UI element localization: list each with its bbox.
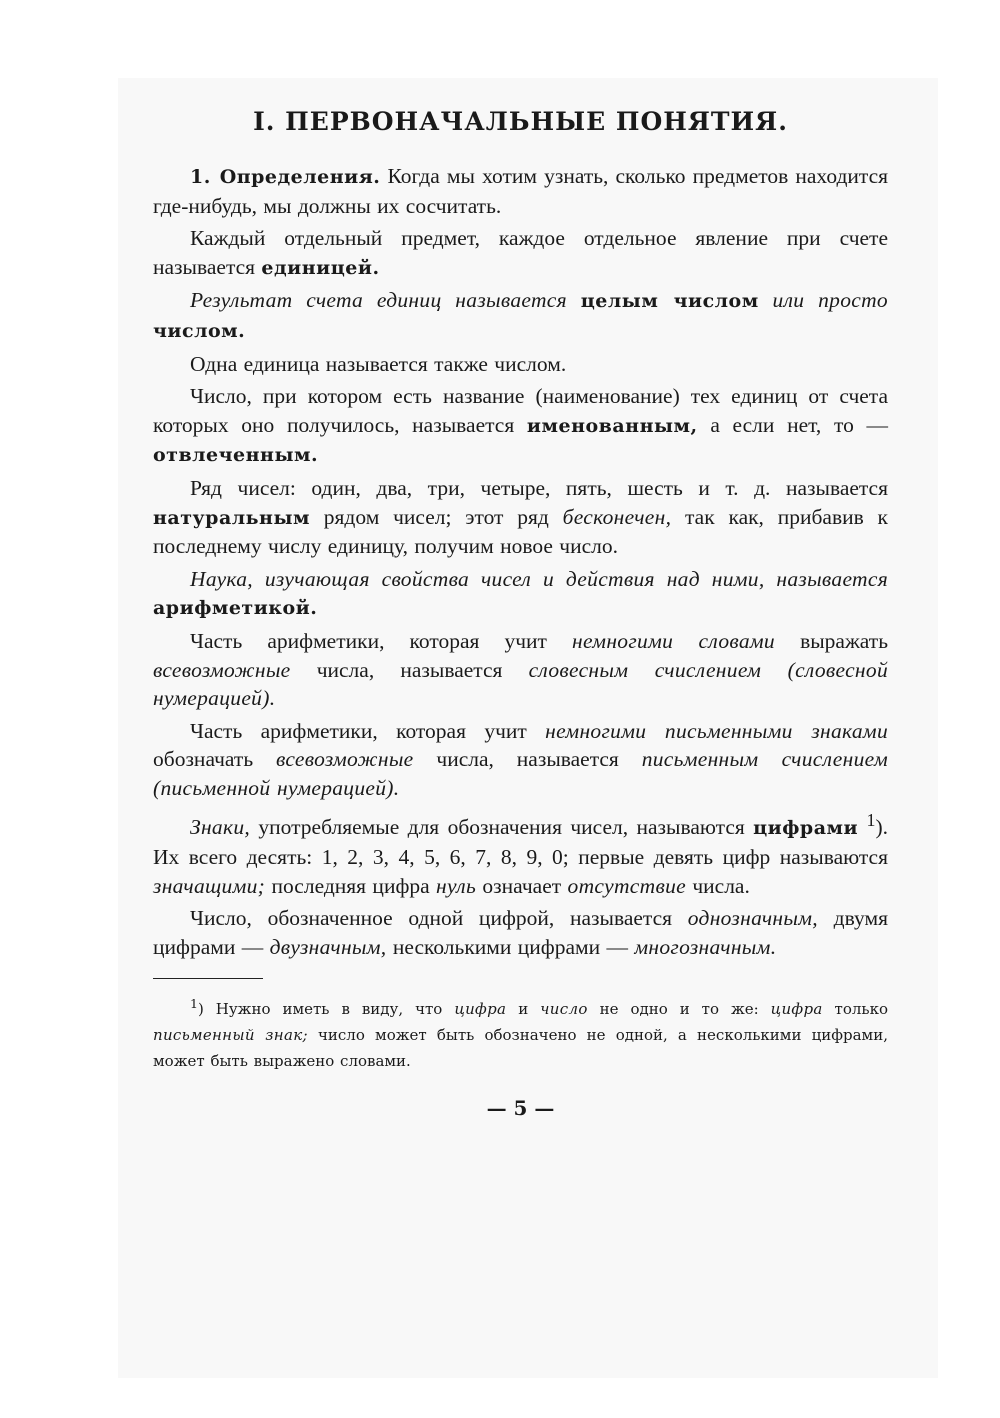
text: ) Нужно иметь в виду, что xyxy=(197,999,455,1018)
footnote-reference: 1 xyxy=(866,810,876,831)
text: числа, называется xyxy=(413,747,642,772)
paragraph-natural-series xyxy=(153,474,888,561)
text: Число, при котором есть название (наименование) тех единиц от счета которых оно получилось, называется xyxy=(153,384,888,437)
text: и xyxy=(506,999,541,1018)
text: Часть арифметики, которая учит xyxy=(190,628,573,653)
text-italic: цифра xyxy=(454,999,507,1018)
term-number: числом. xyxy=(153,319,246,342)
text: последняя цифра xyxy=(265,873,437,898)
text: Число, обозначенное одной цифрой, называется xyxy=(190,906,688,931)
text-italic: всевозможные xyxy=(276,747,414,772)
text: несколькими цифрами — xyxy=(386,935,635,959)
text: Одна единица называется также числом. xyxy=(190,351,567,376)
page-number: — 5 — xyxy=(486,1095,555,1120)
section-heading: 1. Определения. xyxy=(190,166,381,188)
page-content xyxy=(153,104,888,1122)
text-italic: немногими словами xyxy=(572,628,775,653)
text: так как, прибавив к последнему числу единицу, получим новое число. xyxy=(153,504,888,559)
text: означает xyxy=(476,873,568,898)
text-italic: письменный знак; xyxy=(153,1025,308,1044)
paragraph-written-numeration xyxy=(153,717,888,803)
text-italic: многозначным. xyxy=(634,935,777,959)
term-named: именованным, xyxy=(526,414,698,437)
text: употребляемые для обозначения чисел, называются xyxy=(250,815,754,840)
paragraph-named-number xyxy=(153,382,888,470)
text-italic: бесконечен, xyxy=(562,504,672,529)
text: двумя цифрами — xyxy=(153,906,888,959)
text: не одно и то же: xyxy=(587,999,771,1018)
text: обозначать xyxy=(153,747,276,772)
text-italic: Знаки, xyxy=(190,815,251,840)
term-abstract: отвлеченным. xyxy=(153,444,319,467)
text: Каждый отдельный предмет, каждое отдельное явление при счете называется xyxy=(153,226,888,279)
term-arithmetic: арифметикой. xyxy=(153,597,318,620)
text-italic: цифра xyxy=(770,999,823,1018)
paragraph-unit xyxy=(153,224,888,282)
text-italic: число xyxy=(540,999,588,1018)
text-italic: нуль xyxy=(436,873,477,898)
text-italic: письменным счислением (письменной нумерацией). xyxy=(153,747,888,800)
text: только xyxy=(822,999,888,1018)
text-italic: двузначным, xyxy=(269,935,387,959)
paragraph-verbal-numeration xyxy=(153,627,888,713)
text: Когда мы хотим узнать, сколько предметов находится где-нибудь, мы должны их сосчитать. xyxy=(153,164,889,218)
term-unit: единицей. xyxy=(261,256,380,279)
text: а если нет, то — xyxy=(697,412,889,437)
term-natural: натуральным xyxy=(153,506,310,529)
footnote-divider xyxy=(153,978,263,979)
text: числа, называется xyxy=(290,657,529,682)
text-italic: словесным счислением (словесной нумерацией). xyxy=(153,657,888,711)
paragraph-digits xyxy=(153,806,888,900)
text-italic: всевозможные xyxy=(153,657,291,682)
text-italic: значащими; xyxy=(153,873,266,898)
text: рядом чисел; этот ряд xyxy=(310,504,563,529)
text: Часть арифметики, которая учит xyxy=(190,718,546,743)
paragraph-definitions xyxy=(153,162,888,220)
text: число может быть обозначено не одной, а несколькими цифрами, может быть выражено словами. xyxy=(153,1025,888,1070)
text-italic: немногими письменными знаками xyxy=(545,718,889,743)
text-italic: Результат счета единиц называется xyxy=(190,288,581,313)
text-italic: отсутствие xyxy=(567,873,686,898)
text-italic: Наука, изучающая свойства чисел и действия над ними, называется xyxy=(190,566,888,591)
footnote xyxy=(153,991,888,1074)
paragraph-one-unit xyxy=(153,350,888,379)
paragraph-arithmetic xyxy=(153,565,888,623)
paragraph-digit-count xyxy=(153,904,888,961)
text: ). Их всего десять: 1, 2, 3, 4, 5, 6, 7, 8, 9, 0; первые девять цифр называются xyxy=(153,815,888,870)
text-italic: или просто xyxy=(758,288,888,313)
text-italic: однозначным, xyxy=(687,906,818,931)
paragraph-integer xyxy=(153,286,888,345)
text: Ряд чисел: один, два, три, четыре, пять, шесть и т. д. называется xyxy=(190,475,888,500)
term-digits: цифрами xyxy=(753,817,859,840)
chapter-title: I. ПЕРВОНАЧАЛЬНЫЕ ПОНЯТИЯ. xyxy=(253,107,788,136)
text: числа. xyxy=(685,873,750,898)
footnote-mark: 1 xyxy=(190,995,198,1011)
term-integer: целым числом xyxy=(580,290,759,313)
text: выражать xyxy=(774,628,888,653)
